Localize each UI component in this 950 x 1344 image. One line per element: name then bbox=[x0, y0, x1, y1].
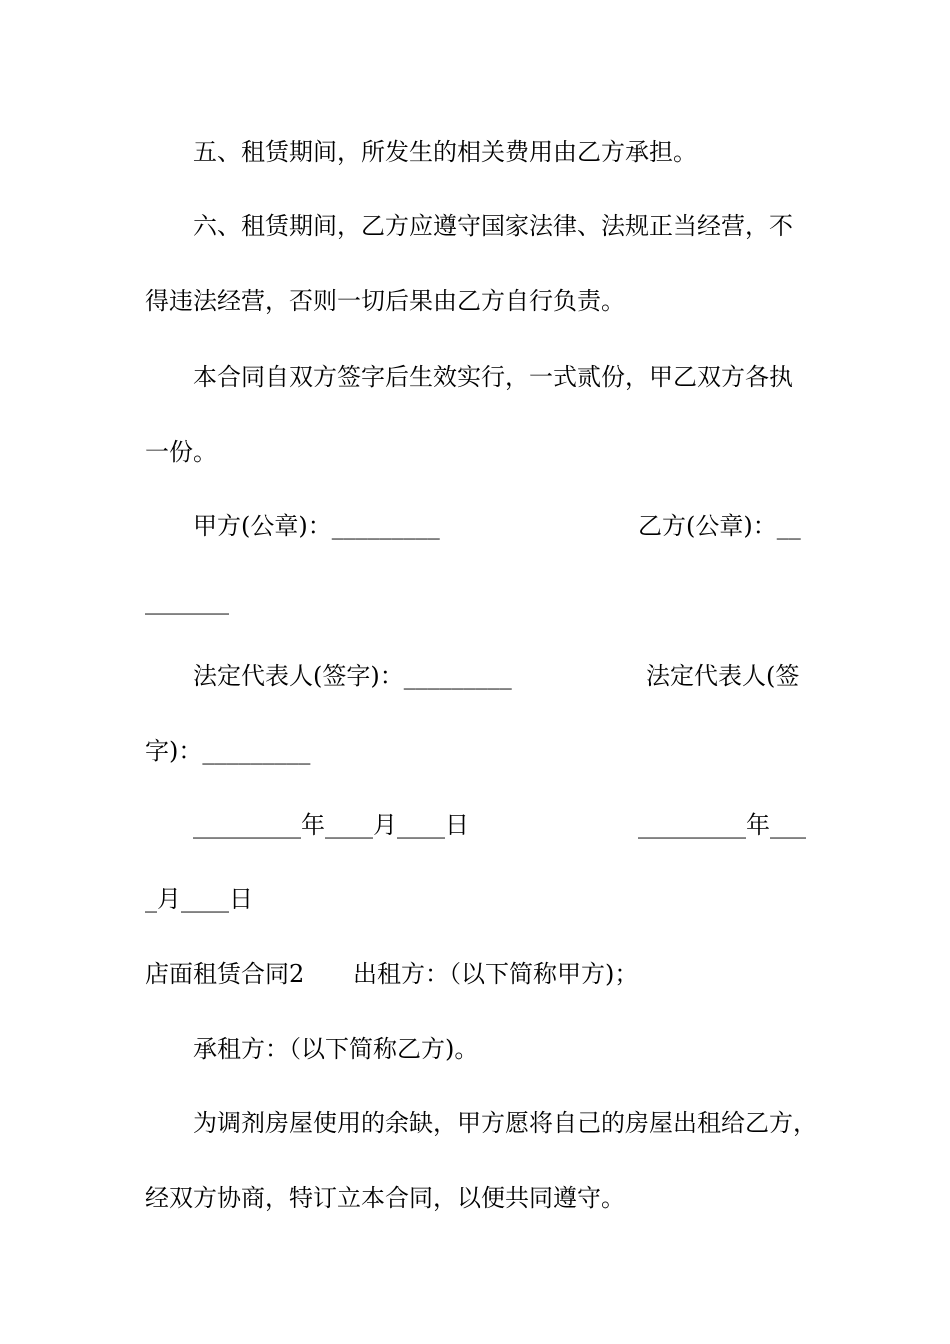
representative-line-2 bbox=[0, 731, 950, 771]
seal-line bbox=[0, 506, 950, 546]
purpose-line-1 bbox=[0, 1103, 950, 1143]
effect-line-2 bbox=[0, 432, 950, 472]
clause-6-line-2 bbox=[0, 281, 950, 321]
seal-line-2 bbox=[0, 581, 950, 621]
party-b-date: _________年___ bbox=[638, 811, 806, 839]
lessee-label: 承租方：（以下简称乙方)。 bbox=[193, 1035, 479, 1063]
clause-6-line-1 bbox=[0, 206, 950, 246]
party-b-representative: 法定代表人(签 bbox=[646, 662, 800, 690]
party-b-seal: 乙方(公章)：__ bbox=[638, 512, 801, 540]
party-a-date: _________年____月____日 bbox=[193, 811, 469, 839]
purpose-text-1: 为调剂房屋使用的余缺，甲方愿将自己的房屋出租给乙方， bbox=[193, 1109, 817, 1137]
representative-line bbox=[0, 656, 950, 696]
party-a-representative: 法定代表人(签字)：_________ bbox=[193, 662, 512, 690]
contract-2-heading-line bbox=[0, 954, 950, 994]
clause-5-text: 五、租赁期间，所发生的相关费用由乙方承担。 bbox=[193, 138, 697, 166]
purpose-text-2: 经双方协商，特订立本合同，以便共同遵守。 bbox=[145, 1184, 625, 1212]
date-line-2 bbox=[0, 879, 950, 919]
purpose-line-2 bbox=[0, 1178, 950, 1218]
party-b-representative-cont: 字)：_________ bbox=[145, 737, 311, 765]
lessor-label: 出租方：（以下简称甲方)； bbox=[353, 960, 639, 988]
party-b-seal-blank: _______ bbox=[145, 587, 229, 615]
party-a-seal: 甲方(公章)：_________ bbox=[193, 512, 440, 540]
date-line bbox=[0, 805, 950, 845]
contract-2-title: 店面租赁合同2 bbox=[145, 960, 305, 988]
party-b-date-cont: _月____日 bbox=[145, 885, 253, 913]
clause-6-text-2: 得违法经营，否则一切后果由乙方自行负责。 bbox=[145, 287, 625, 315]
effect-text-2: 一份。 bbox=[145, 438, 217, 466]
clause-5-line bbox=[0, 132, 950, 172]
lessee-line bbox=[0, 1029, 950, 1069]
clause-6-text-1: 六、租赁期间，乙方应遵守国家法律、法规正当经营，不 bbox=[193, 212, 793, 240]
effect-text-1: 本合同自双方签字后生效实行，一式贰份，甲乙双方各执 bbox=[193, 363, 793, 391]
effect-line-1 bbox=[0, 357, 950, 397]
